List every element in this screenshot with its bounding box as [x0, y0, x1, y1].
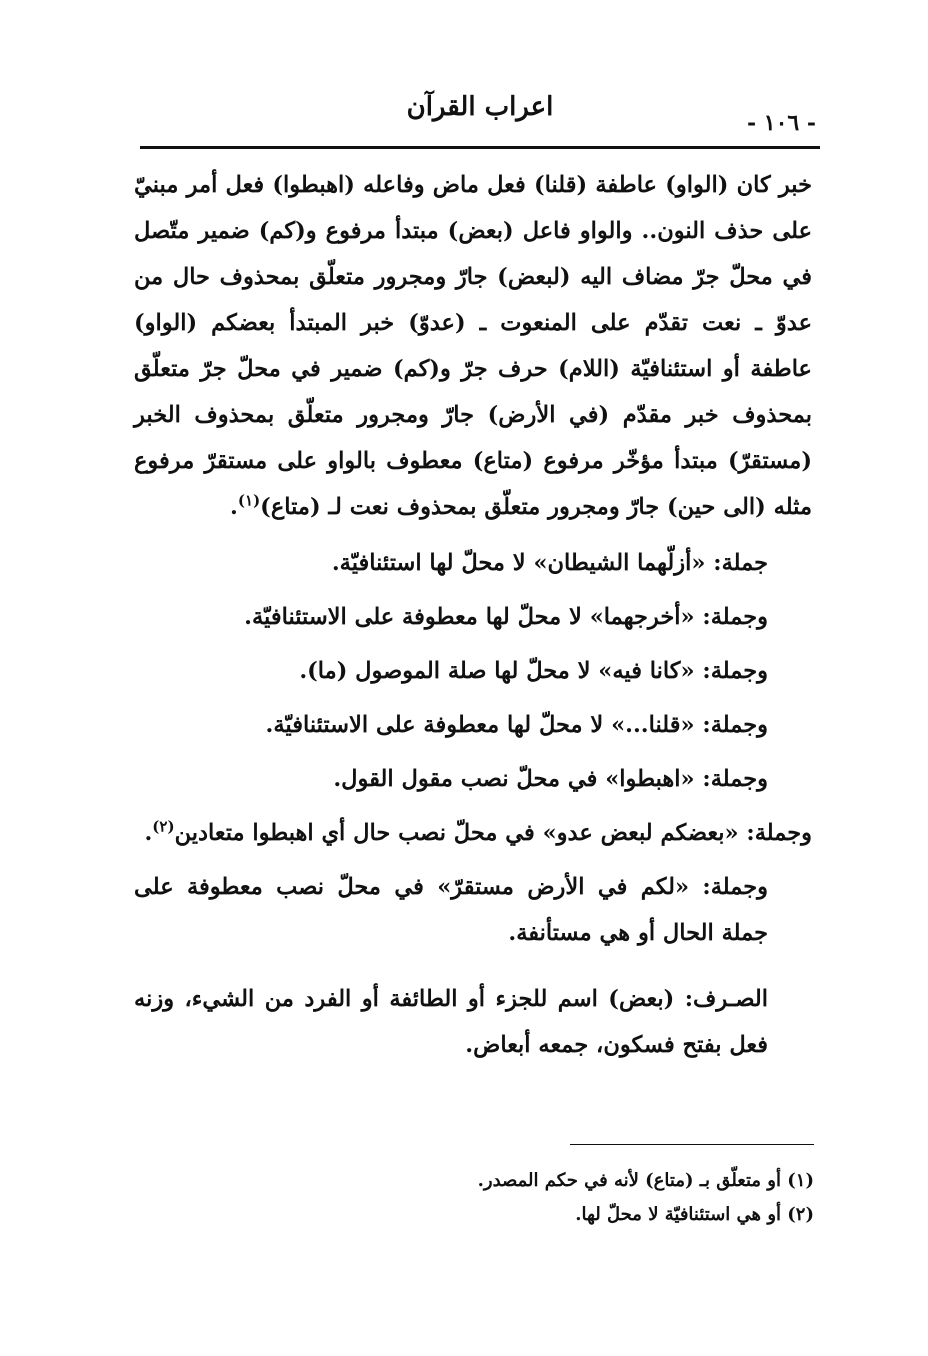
irab-paragraph-text: خبر كان (الواو) عاطفة (قلنا) فعل ماض وفاعله (اهبطوا) فعل أمر مبنيّ على حذف النون.. والواو فاعل (بعض) مبتدأ مرفوع و(كم) ضمير متّصل في محلّ جرّ مضاف اليه (لبعض) جارّ ومجرور متعلّق بمحذوف حال من عدوّ ـ نعت تقدّم على المنعوت ـ (عدوّ) خبر المبتدأ بعضكم (الواو) عاطفة أو استئنافيّة (اللام) حرف جرّ و(كم) ضمير في محلّ جرّ متعلّق بمحذوف خبر مقدّم (في الأرض) جارّ ومجرور متعلّق بمحذوف الخبر (مستقرّ) مبتدأ مؤخّر مرفوع (متاع) معطوف بالواو على مستقرّ مرفوع مثله (الى حين) جارّ ومجرور متعلّق بمحذوف نعت لـ (متاع)	[134, 172, 812, 520]
sentence-lakum: وجملة: «لكم في الأرض مستقرّ» في محلّ نصب معطوفة على جملة الحال أو هي مستأنفة.	[134, 874, 768, 946]
body-text	[134, 162, 812, 1068]
footnote-marker-2: (٢)	[152, 817, 175, 836]
footnote-marker-1: (١)	[237, 491, 261, 510]
irab-paragraph	[134, 162, 812, 530]
sentence-hal-text: وجملة: «بعضكم لبعض عدو» في محلّ نصب حال أي اهبطوا متعادين	[174, 820, 812, 846]
sentence-4: وجملة: «قلنا...» لا محلّ لها معطوفة على الاستئنافيّة.	[265, 712, 768, 738]
sentence-2: وجملة: «أخرجهما» لا محلّ لها معطوفة على الاستئنافيّة.	[244, 604, 768, 630]
page-header	[140, 92, 820, 144]
sentence-1: جملة: «أزلّهما الشيطان» لا محلّ لها استئنافيّة.	[331, 550, 768, 576]
footnotes	[300, 1164, 814, 1232]
footnote-rule	[570, 1144, 814, 1145]
footnote-1: (١) أو متعلّق بـ (متاع) لأنه في حكم المصدر.	[477, 1170, 814, 1191]
sentence-3: وجملة: «كانا فيه» لا محلّ لها صلة الموصول (ما).	[299, 658, 768, 684]
header-rule	[140, 146, 820, 149]
sentence-hal-end: .	[144, 820, 153, 846]
running-title: اعراب القرآن	[406, 92, 554, 122]
sarf-paragraph	[134, 976, 812, 1068]
page-number: - ١٠٦ -	[746, 110, 816, 136]
sarf-label: الصـرف:	[684, 986, 768, 1012]
sentence-5: وجملة: «اهبطوا» في محلّ نصب مقول القول.	[333, 766, 768, 792]
irab-paragraph-end: .	[230, 494, 238, 520]
sentence-hal	[134, 810, 812, 856]
footnote-2: (٢) أو هي استئنافيّة لا محلّ لها.	[575, 1204, 814, 1225]
sarf-text: (بعض) اسم للجزء أو الطائفة أو الفرد من الشيء، وزنه فعل بفتح فسكون، جمعه أبعاض.	[134, 986, 768, 1058]
